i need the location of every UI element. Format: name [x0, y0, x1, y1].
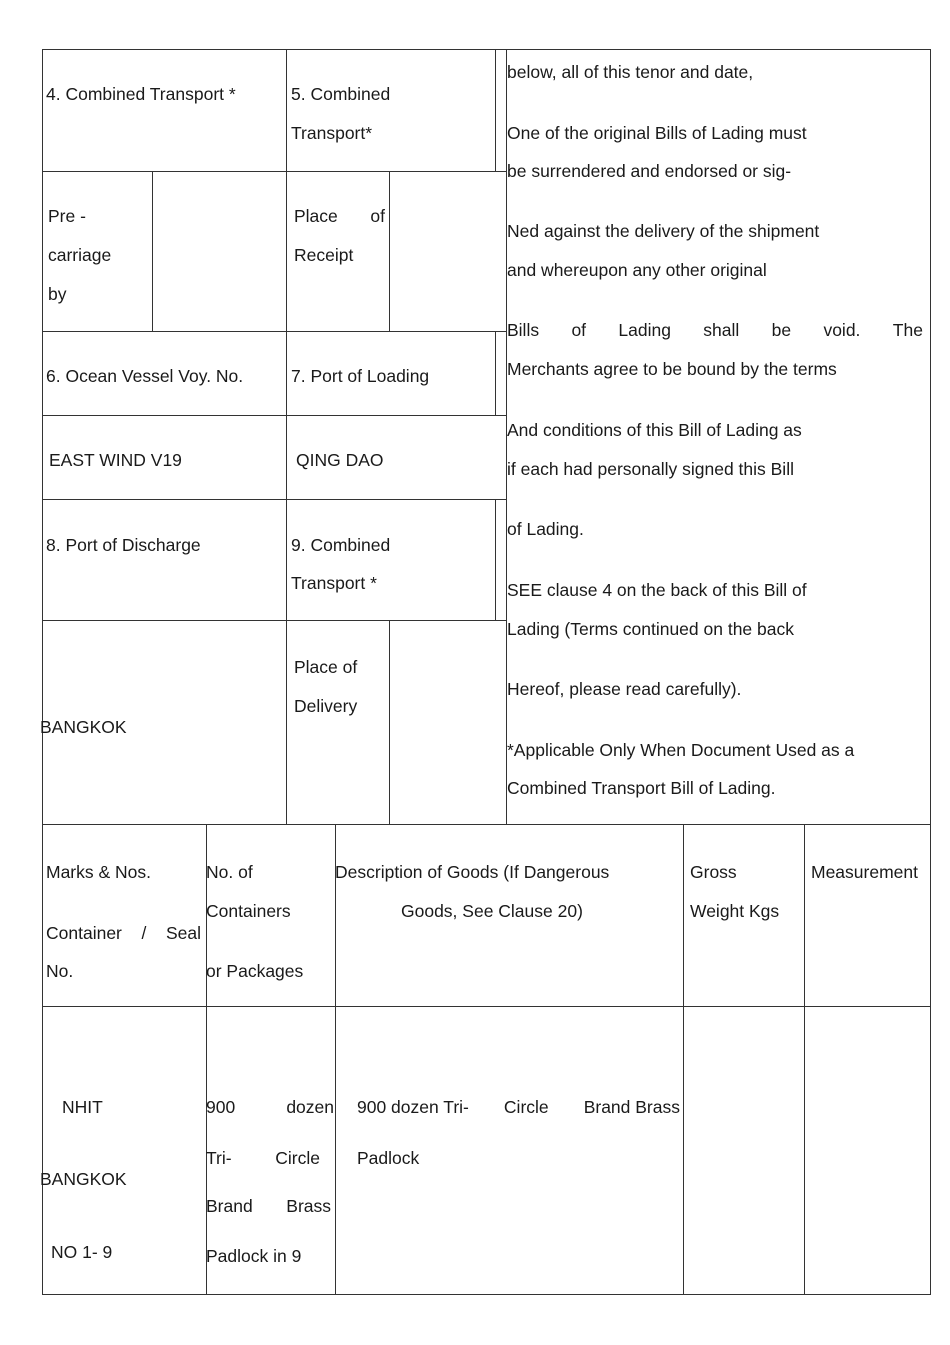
place-of-delivery-label: Place of [294, 657, 358, 677]
ocean-vessel-value: EAST WIND V19 [49, 450, 182, 470]
terms-line: and whereupon any other original [507, 260, 767, 280]
rule [389, 620, 390, 824]
port-of-discharge-value: BANGKOK [40, 717, 127, 737]
word: Circle [503, 1097, 549, 1117]
rule [389, 171, 390, 331]
packages-value [206, 1097, 334, 1117]
description-header: Description of Goods (If Dangerous [335, 862, 610, 882]
terms-line: Merchants agree to be bound by the terms [507, 359, 837, 379]
rule [683, 824, 684, 1294]
word: Container [46, 923, 122, 943]
word: of [571, 320, 587, 340]
rule [42, 49, 43, 1295]
combined-transport-9-label: Transport * [291, 573, 377, 593]
terms-line: Hereof, please read carefully). [507, 679, 742, 699]
word: of [370, 206, 385, 226]
place-of-receipt-label [294, 206, 385, 226]
marks-header: No. [46, 961, 74, 981]
rule [930, 49, 931, 1295]
word: Circle [275, 1148, 320, 1168]
combined-transport-4-label: 4. Combined Transport * [46, 84, 236, 104]
word: be [771, 320, 792, 340]
rule [286, 49, 287, 825]
port-of-discharge-label: 8. Port of Discharge [46, 535, 201, 555]
marks-value: BANGKOK [40, 1169, 127, 1189]
word: Tri- [206, 1148, 232, 1168]
terms-line: Lading (Terms continued on the back [507, 619, 794, 639]
rule [42, 171, 506, 172]
description-value: Padlock [357, 1148, 420, 1168]
marks-value: NHIT [62, 1097, 103, 1117]
word: Brand Brass [583, 1097, 680, 1117]
gross-weight-header: Gross [690, 862, 737, 882]
word: 900 dozen Tri- [357, 1097, 469, 1117]
rule [495, 331, 496, 415]
word: Brass [286, 1196, 331, 1216]
rule [206, 824, 207, 1294]
word: dozen [286, 1097, 334, 1117]
rule [42, 1006, 931, 1007]
rule [42, 824, 931, 825]
pre-carriage-label: carriage [48, 245, 112, 265]
rule [42, 331, 506, 332]
word: Lading [618, 320, 671, 340]
terms-line: Ned against the delivery of the shipment [507, 221, 820, 241]
pre-carriage-label: Pre - [48, 206, 86, 226]
rule [42, 415, 506, 416]
measurement-header: Measurement [811, 862, 918, 882]
port-of-loading-value: QING DAO [296, 450, 384, 470]
containers-header: No. of [206, 862, 253, 882]
combined-transport-5-label: Transport* [291, 123, 373, 143]
packages-value [206, 1196, 331, 1216]
word: void. [823, 320, 861, 340]
terms-line: And conditions of this Bill of Lading as [507, 420, 802, 440]
rule [495, 499, 496, 620]
port-of-loading-label: 7. Port of Loading [291, 366, 430, 386]
word: Seal [165, 923, 201, 943]
rule [42, 1294, 931, 1295]
word: shall [703, 320, 740, 340]
combined-transport-5-label: 5. Combined [291, 84, 391, 104]
terms-line: if each had personally signed this Bill [507, 459, 794, 479]
marks-value: NO 1- 9 [51, 1242, 113, 1262]
terms-line: One of the original Bills of Lading must [507, 123, 807, 143]
terms-line: *Applicable Only When Document Used as a [507, 740, 855, 760]
packages-value [206, 1148, 320, 1168]
rule [335, 824, 336, 1294]
word: / [141, 923, 147, 943]
terms-line: below, all of this tenor and date, [507, 62, 754, 82]
pre-carriage-label: by [48, 284, 67, 304]
description-header: Goods, See Clause 20) [401, 901, 583, 921]
marks-header: Marks & Nos. [46, 862, 152, 882]
place-of-receipt-label: Receipt [294, 245, 354, 265]
gross-weight-header: Weight Kgs [690, 901, 780, 921]
containers-header: or Packages [206, 961, 304, 981]
word: Brand [206, 1196, 253, 1216]
marks-header [46, 923, 201, 943]
word: Place [294, 206, 338, 226]
rule [42, 49, 931, 50]
packages-value: Padlock in 9 [206, 1246, 302, 1266]
combined-transport-9-label: 9. Combined [291, 535, 391, 555]
terms-line: of Lading. [507, 519, 584, 539]
containers-header: Containers [206, 901, 291, 921]
terms-line: be surrendered and endorsed or sig- [507, 161, 792, 181]
word: Bills [507, 320, 540, 340]
description-value [357, 1097, 680, 1117]
terms-line [507, 320, 923, 340]
terms-line: Combined Transport Bill of Lading. [507, 778, 776, 798]
place-of-delivery-label: Delivery [294, 696, 358, 716]
rule [804, 824, 805, 1294]
word: The [892, 320, 923, 340]
rule [42, 499, 506, 500]
rule [495, 49, 496, 171]
terms-line: SEE clause 4 on the back of this Bill of [507, 580, 807, 600]
word: 900 [206, 1097, 236, 1117]
ocean-vessel-label: 6. Ocean Vessel Voy. No. [46, 366, 244, 386]
rule [42, 620, 506, 621]
rule [152, 171, 153, 331]
